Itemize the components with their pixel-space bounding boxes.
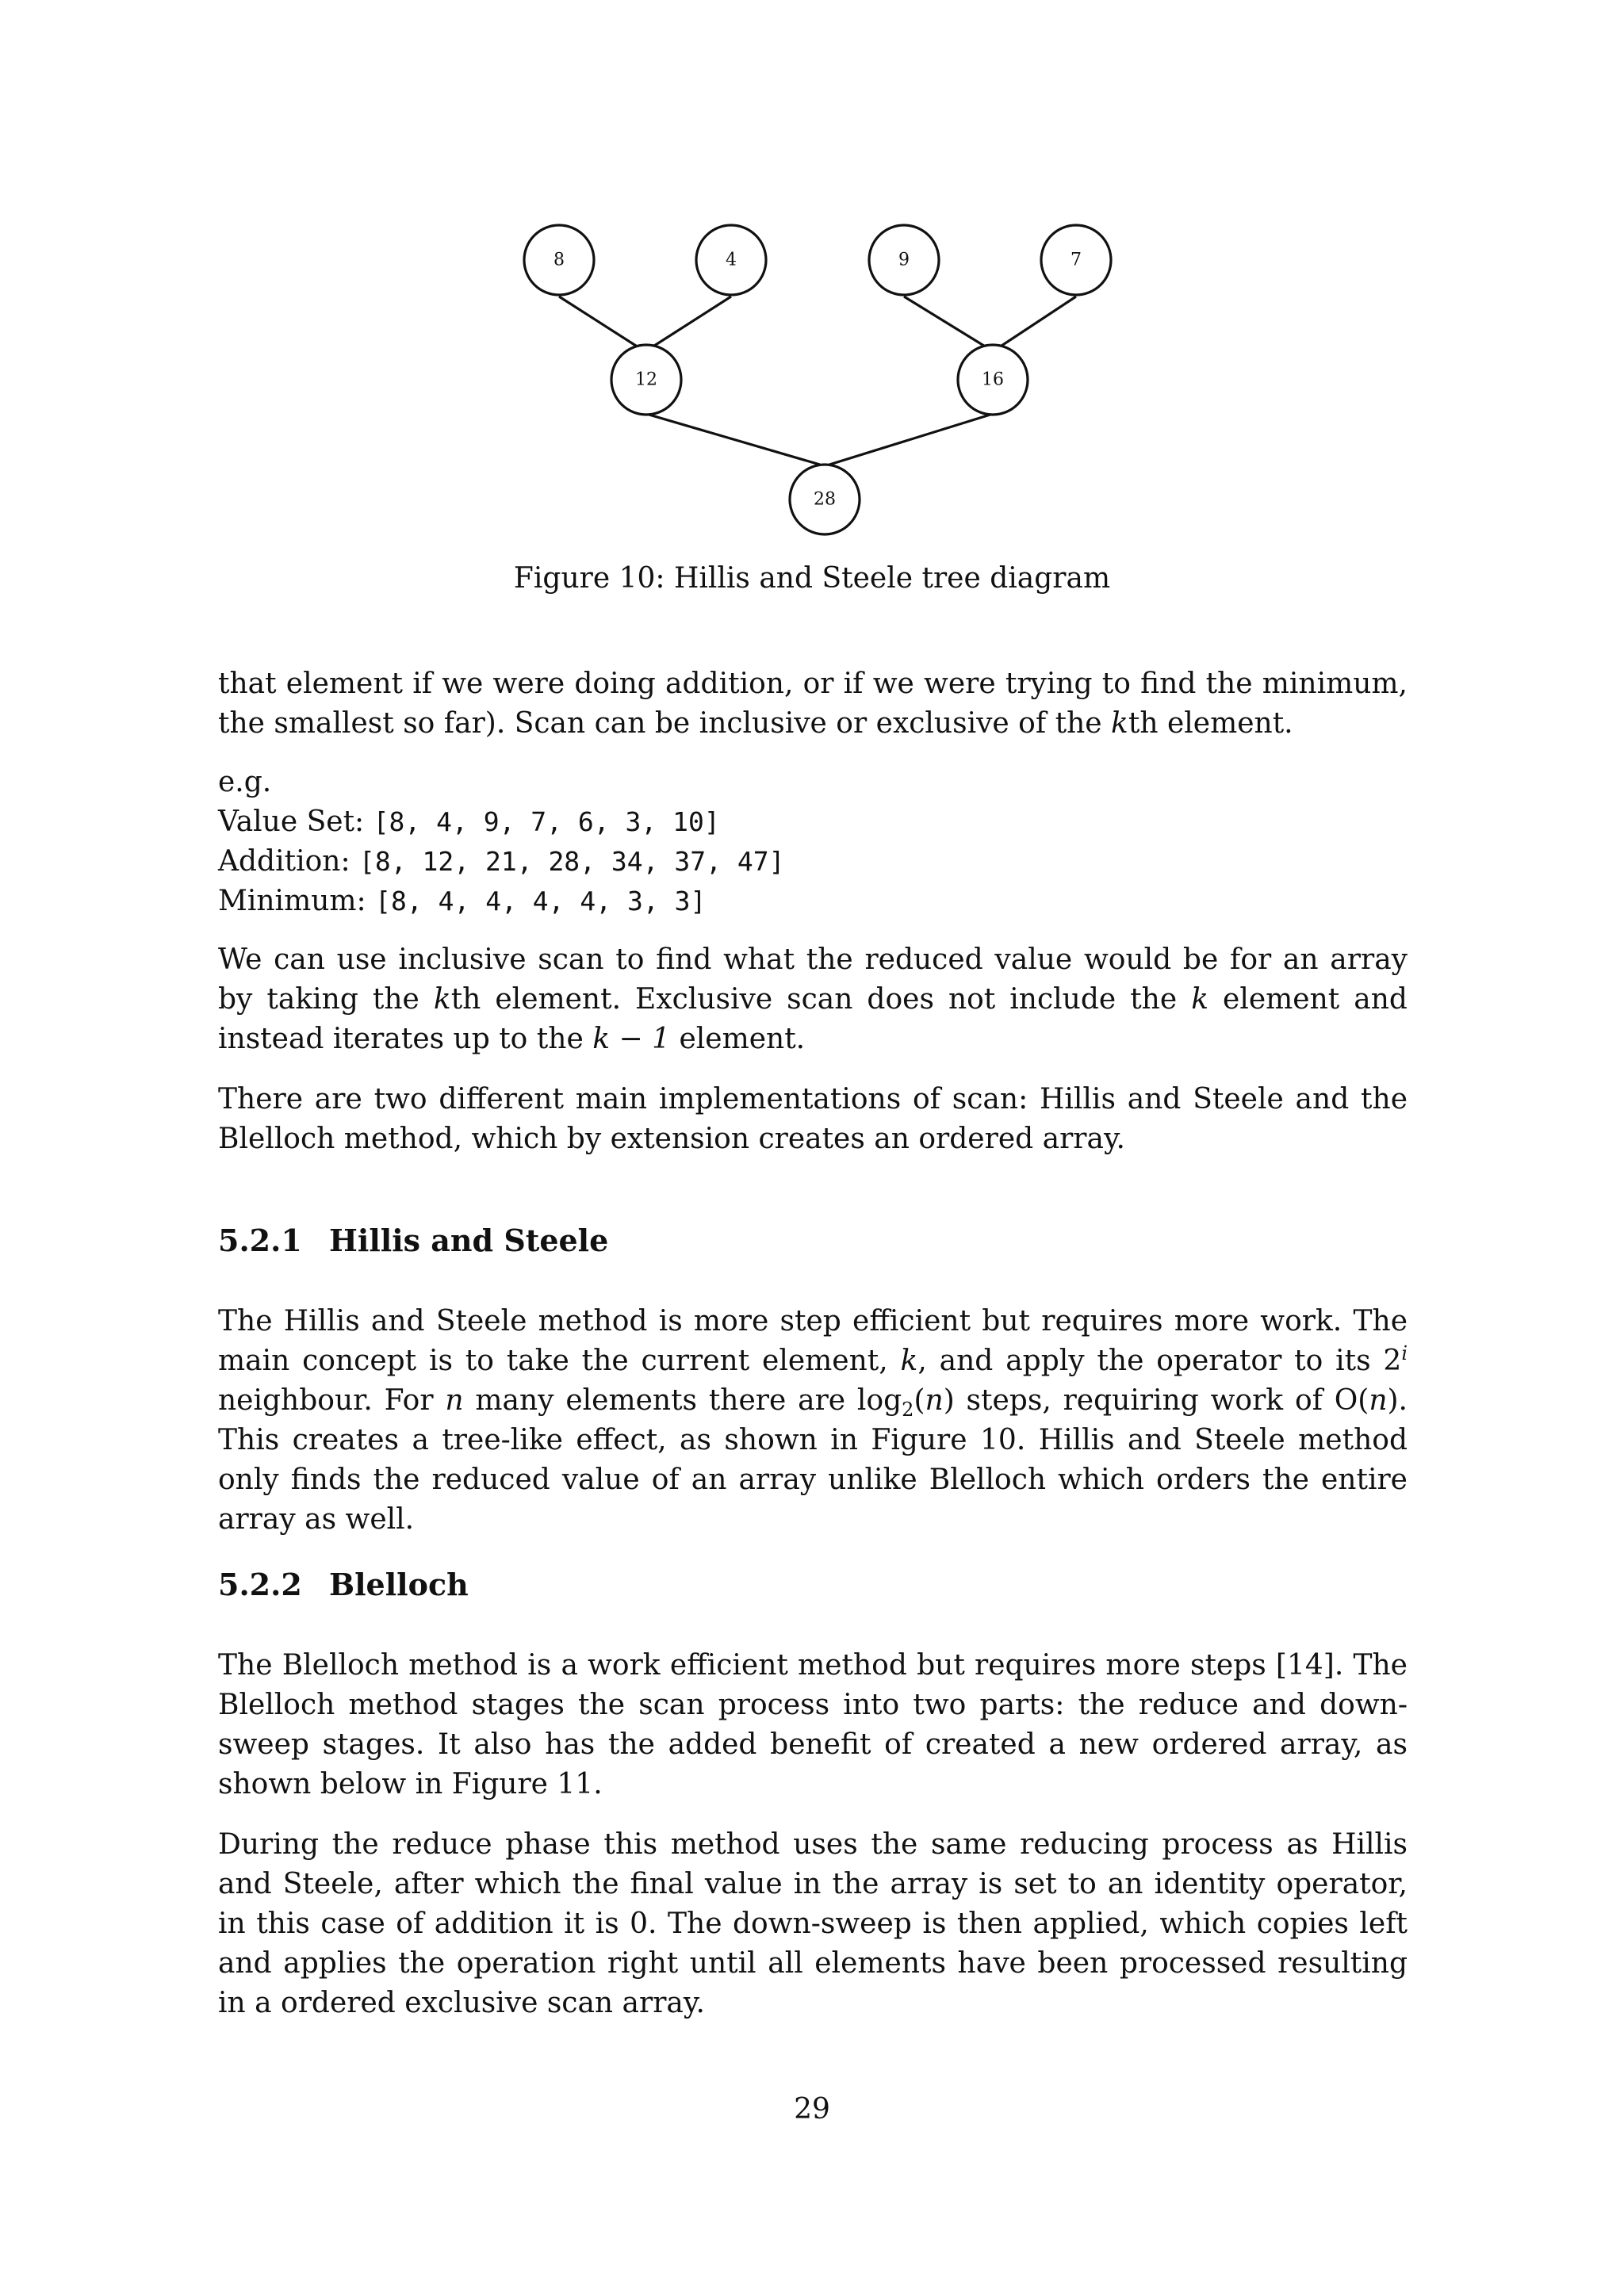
code: [8, 4, 4, 4, 4, 3, 3] — [375, 886, 707, 916]
page-number: 29 — [794, 2093, 830, 2126]
text: ( — [914, 1384, 925, 1417]
tree-node-mid-1 — [611, 345, 681, 415]
text: The Blelloch method is a work efficient method but requires more steps [14]. The Blelloch method stages the scan process into two parts: the reduce and down-sweep stages. It also has the added benefit of created a new ordered array, as shown below in Figure 11. — [218, 1649, 1408, 1800]
paragraph-blelloch-2 — [218, 1825, 1408, 2023]
text: ) steps, requiring work of O( — [943, 1384, 1369, 1417]
node-value: 28 — [814, 489, 836, 510]
example-label: e.g. — [218, 766, 272, 798]
text: that element if we were doing addition, or if we were trying to find the minimum, the smallest so far). Scan can be inclusive or exclusive of the — [218, 668, 1408, 740]
node-value: 9 — [898, 250, 910, 270]
tree-node-leaf-2 — [696, 225, 766, 295]
text: neighbour. For — [218, 1384, 434, 1417]
paragraph-blelloch-1 — [218, 1646, 1408, 1804]
math-n: n — [1369, 1384, 1388, 1417]
math-n: n — [445, 1384, 464, 1417]
section-title: Blelloch — [329, 1567, 469, 1602]
paragraph-inclusive-exclusive — [218, 940, 1408, 1059]
paragraph-scan-intro — [218, 664, 1408, 744]
text: During the reduce phase this method uses the same reducing process as Hillis and Steele, after which the final value in the array is set to an identity operator, in this case of addition it is 0. The down-sweep is then applied, which copies left and applies the operation right until all elements have been processed resulting in a ordered exclusive scan array. — [218, 1828, 1408, 2019]
text: , and apply the operator to its 2 — [917, 1345, 1402, 1377]
text: The Hillis and Steele method is more step efficient but requires more work. The main concept is to take the current element, — [218, 1305, 1408, 1377]
minimum-line — [218, 882, 1408, 921]
label: Addition: — [218, 845, 350, 878]
section-title: Hillis and Steele — [329, 1223, 609, 1258]
text: ). This creates a tree-like effect, as shown in Figure 10. Hillis and Steele method only finds the reduced value of an array unlike Blelloch which orders the entire array as well. — [218, 1384, 1408, 1536]
tree-node-leaf-3 — [869, 225, 939, 295]
example-block — [218, 763, 1408, 921]
node-value: 16 — [982, 369, 1004, 390]
edge-16-28 — [829, 414, 993, 465]
subscript: 2 — [902, 1399, 914, 1422]
text: th element. Exclusive scan does not include the — [450, 983, 1178, 1016]
section-heading-5-2-1 — [218, 1223, 608, 1258]
hillis-steele-tree-diagram — [476, 198, 1189, 547]
node-value: 4 — [726, 250, 737, 270]
text: element. — [679, 1023, 806, 1055]
figure-caption: Figure 10: Hillis and Steele tree diagram — [513, 562, 1111, 595]
edge-8-12 — [559, 297, 638, 347]
section-number: 5.2.2 — [218, 1567, 302, 1602]
label: Minimum: — [218, 885, 366, 917]
text: We can use inclusive scan to find what the reduced value would be for an array by taking the — [218, 943, 1408, 1016]
text: th element. — [1128, 707, 1293, 740]
tree-node-leaf-1 — [524, 225, 594, 295]
math-k: k — [900, 1345, 918, 1377]
node-value: 7 — [1071, 250, 1082, 270]
text: many elements there are log — [475, 1384, 902, 1417]
text: element and instead iterates up to the — [218, 983, 1408, 1055]
addition-line — [218, 842, 1408, 882]
section-heading-5-2-2 — [218, 1567, 469, 1602]
paragraph-implementations — [218, 1080, 1408, 1159]
edge-9-16 — [904, 297, 986, 347]
text: There are two different main implementations of scan: Hillis and Steele and the Blelloch method, which by extension creates an ordered array. — [218, 1083, 1408, 1155]
edge-12-28 — [646, 414, 820, 465]
node-value: 12 — [635, 369, 657, 390]
math-n: n — [925, 1384, 944, 1417]
code: [8, 12, 21, 28, 34, 37, 47] — [359, 846, 785, 877]
math-k-minus-1: k − 1 — [592, 1023, 670, 1055]
node-value: 8 — [553, 250, 565, 270]
edge-4-12 — [652, 297, 731, 347]
tree-node-mid-2 — [958, 345, 1028, 415]
math-k: k — [1191, 983, 1209, 1016]
math-k: k — [433, 983, 451, 1016]
section-number: 5.2.1 — [218, 1223, 302, 1258]
math-i: i — [1401, 1342, 1408, 1364]
math-k: k — [1111, 707, 1128, 740]
value-set-line — [218, 802, 1408, 842]
code: [8, 4, 9, 7, 6, 3, 10] — [373, 806, 720, 837]
edge-7-16 — [999, 297, 1076, 347]
paragraph-hillis-steele — [218, 1302, 1408, 1540]
tree-node-root — [790, 465, 860, 534]
tree-node-leaf-4 — [1041, 225, 1111, 295]
label: Value Set: — [218, 806, 365, 838]
